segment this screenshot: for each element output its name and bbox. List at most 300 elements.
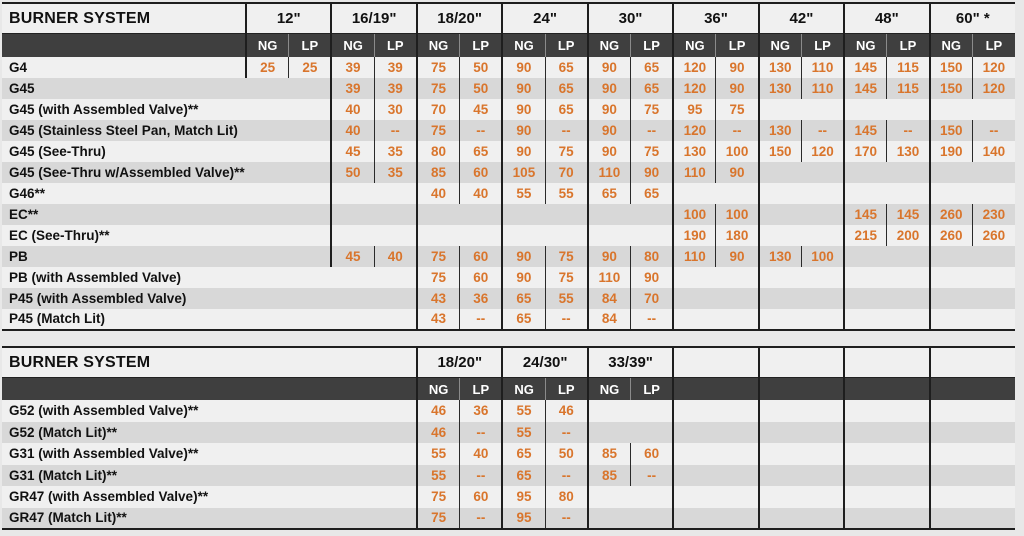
- value-ng: 70: [417, 99, 460, 120]
- value-lp: 75: [716, 99, 759, 120]
- value-ng: 90: [588, 57, 631, 78]
- value-ng: [502, 225, 545, 246]
- value-lp: [801, 288, 844, 309]
- value-lp: [887, 99, 930, 120]
- value-lp: --: [545, 508, 588, 530]
- value-lp: 40: [374, 246, 417, 267]
- value-ng: 75: [417, 57, 460, 78]
- value-lp: [631, 204, 674, 225]
- value-lp: [374, 267, 417, 288]
- value-ng: 145: [844, 120, 887, 141]
- value-ng: [417, 225, 460, 246]
- size-column-header: 30": [588, 3, 673, 34]
- value-ng: 150: [759, 141, 802, 162]
- value-lp: [631, 508, 674, 530]
- table-body: [2, 400, 1015, 529]
- value-lp: 100: [716, 141, 759, 162]
- value-lp: [289, 78, 332, 99]
- value-lp: [716, 465, 759, 487]
- value-lp: 75: [631, 141, 674, 162]
- value-ng: 40: [331, 120, 374, 141]
- value-ng: [930, 486, 973, 508]
- value-ng: 80: [417, 141, 460, 162]
- size-column-header: 12": [246, 3, 331, 34]
- value-lp: 50: [545, 443, 588, 465]
- value-ng: [930, 246, 973, 267]
- value-lp: 110: [801, 78, 844, 99]
- value-ng: 130: [759, 78, 802, 99]
- value-ng: 55: [417, 443, 460, 465]
- value-ng: 150: [930, 78, 973, 99]
- burner-system-label: G31 (with Assembled Valve)**: [2, 443, 417, 465]
- value-lp: [801, 204, 844, 225]
- size-column-header: 48": [844, 3, 929, 34]
- value-ng: 39: [331, 57, 374, 78]
- value-ng: 130: [759, 57, 802, 78]
- gas-type-header-ng: NG: [930, 34, 973, 58]
- value-ng: [759, 288, 802, 309]
- size-column-header: 18/20": [417, 347, 502, 378]
- value-lp: --: [716, 120, 759, 141]
- value-ng: 95: [502, 508, 545, 530]
- gas-type-header-ng: NG: [246, 34, 289, 58]
- value-lp: --: [460, 422, 503, 444]
- value-ng: [844, 246, 887, 267]
- value-ng: 90: [502, 57, 545, 78]
- value-lp: --: [631, 309, 674, 330]
- value-ng: 75: [417, 267, 460, 288]
- value-lp: --: [545, 120, 588, 141]
- size-column-header: [673, 347, 758, 378]
- value-lp: 180: [716, 225, 759, 246]
- value-lp: [289, 246, 332, 267]
- burner-system-label: P45 (Match Lit): [2, 309, 246, 330]
- value-lp: [374, 183, 417, 204]
- value-ng: 215: [844, 225, 887, 246]
- size-column-header: [844, 347, 929, 378]
- value-ng: 90: [502, 141, 545, 162]
- value-ng: [759, 400, 802, 422]
- value-lp: 60: [460, 162, 503, 183]
- gas-type-header-lp: [801, 378, 844, 401]
- value-ng: [930, 288, 973, 309]
- value-lp: [972, 443, 1015, 465]
- value-ng: [673, 183, 716, 204]
- value-lp: 75: [545, 141, 588, 162]
- gas-type-header-ng: NG: [331, 34, 374, 58]
- gas-type-header-ng: NG: [417, 378, 460, 401]
- value-lp: 65: [545, 99, 588, 120]
- size-column-header: 16/19": [331, 3, 416, 34]
- gas-type-header-ng: NG: [759, 34, 802, 58]
- table-title: BURNER SYSTEM: [2, 347, 417, 378]
- value-lp: [289, 162, 332, 183]
- value-ng: 75: [417, 120, 460, 141]
- value-ng: 130: [673, 141, 716, 162]
- burner-system-label: EC**: [2, 204, 246, 225]
- value-ng: 90: [588, 141, 631, 162]
- value-ng: [246, 309, 289, 330]
- gas-type-header-ng: [759, 378, 802, 401]
- value-ng: [673, 288, 716, 309]
- gas-type-header-lp: LP: [801, 34, 844, 58]
- value-ng: 84: [588, 288, 631, 309]
- value-lp: 70: [631, 288, 674, 309]
- value-lp: [545, 225, 588, 246]
- value-ng: 50: [331, 162, 374, 183]
- burner-system-label: GR47 (with Assembled Valve)**: [2, 486, 417, 508]
- value-ng: 85: [588, 465, 631, 487]
- value-lp: 65: [631, 57, 674, 78]
- value-ng: 55: [502, 183, 545, 204]
- value-lp: [887, 465, 930, 487]
- value-lp: 55: [545, 183, 588, 204]
- value-lp: [289, 141, 332, 162]
- value-lp: [972, 267, 1015, 288]
- primary-burner-table: [2, 2, 1024, 331]
- value-ng: [844, 486, 887, 508]
- value-lp: 50: [460, 57, 503, 78]
- value-lp: [801, 183, 844, 204]
- value-lp: 90: [716, 162, 759, 183]
- title-row: [2, 347, 1015, 378]
- gas-type-header-lp: LP: [631, 34, 674, 58]
- size-column-header: [930, 347, 1016, 378]
- value-ng: 65: [502, 465, 545, 487]
- value-lp: [887, 443, 930, 465]
- size-column-header: 42": [759, 3, 844, 34]
- value-lp: [972, 288, 1015, 309]
- value-lp: 110: [801, 57, 844, 78]
- value-lp: [972, 508, 1015, 530]
- value-lp: 65: [631, 78, 674, 99]
- table-row: [2, 78, 1015, 99]
- value-lp: [887, 309, 930, 330]
- value-ng: [930, 443, 973, 465]
- value-lp: 80: [545, 486, 588, 508]
- value-ng: [246, 267, 289, 288]
- value-ng: [673, 309, 716, 330]
- value-ng: [930, 465, 973, 487]
- value-ng: [844, 508, 887, 530]
- burner-system-label: G45 (with Assembled Valve)**: [2, 99, 246, 120]
- value-ng: [844, 162, 887, 183]
- value-ng: 43: [417, 309, 460, 330]
- value-lp: 46: [545, 400, 588, 422]
- gas-type-header-lp: LP: [887, 34, 930, 58]
- value-lp: [887, 400, 930, 422]
- value-ng: [759, 99, 802, 120]
- value-lp: 39: [374, 57, 417, 78]
- value-ng: [673, 465, 716, 487]
- value-ng: 40: [331, 99, 374, 120]
- value-ng: [759, 183, 802, 204]
- value-lp: [374, 204, 417, 225]
- value-lp: [631, 422, 674, 444]
- value-ng: 39: [331, 78, 374, 99]
- value-ng: 90: [588, 78, 631, 99]
- sub-header-spacer: [2, 378, 417, 401]
- value-ng: [331, 225, 374, 246]
- value-ng: [673, 267, 716, 288]
- gas-type-header-lp: [716, 378, 759, 401]
- value-lp: [972, 400, 1015, 422]
- value-lp: --: [545, 309, 588, 330]
- value-lp: 36: [460, 288, 503, 309]
- value-ng: 95: [673, 99, 716, 120]
- value-lp: [887, 422, 930, 444]
- value-lp: 75: [631, 99, 674, 120]
- value-ng: 150: [930, 57, 973, 78]
- value-ng: [844, 400, 887, 422]
- table-row: [2, 141, 1015, 162]
- value-lp: [460, 225, 503, 246]
- value-ng: [246, 183, 289, 204]
- burner-system-label: G52 (with Assembled Valve)**: [2, 400, 417, 422]
- value-ng: 55: [417, 465, 460, 487]
- value-ng: [502, 204, 545, 225]
- value-lp: 39: [374, 78, 417, 99]
- table-body: [2, 57, 1015, 330]
- gas-type-header-ng: NG: [417, 34, 460, 58]
- value-lp: --: [631, 120, 674, 141]
- table-row: [2, 288, 1015, 309]
- value-lp: 90: [716, 57, 759, 78]
- sub-header-row: [2, 34, 1015, 58]
- value-lp: 60: [631, 443, 674, 465]
- value-ng: 105: [502, 162, 545, 183]
- value-lp: 25: [289, 57, 332, 78]
- value-lp: --: [887, 120, 930, 141]
- value-lp: [801, 99, 844, 120]
- value-ng: 170: [844, 141, 887, 162]
- table-row: [2, 183, 1015, 204]
- value-lp: [631, 225, 674, 246]
- value-lp: [801, 486, 844, 508]
- gas-type-header-lp: LP: [631, 378, 674, 401]
- value-ng: 110: [673, 162, 716, 183]
- table-title: BURNER SYSTEM: [2, 3, 246, 34]
- gas-type-header-lp: LP: [545, 378, 588, 401]
- burner-system-label: G52 (Match Lit)**: [2, 422, 417, 444]
- table-row: [2, 443, 1015, 465]
- value-ng: [844, 465, 887, 487]
- value-lp: [972, 99, 1015, 120]
- value-ng: [844, 309, 887, 330]
- sub-header-row: [2, 378, 1015, 401]
- value-lp: 30: [374, 99, 417, 120]
- value-ng: 90: [588, 246, 631, 267]
- value-lp: 260: [972, 225, 1015, 246]
- gas-type-header-ng: [930, 378, 973, 401]
- value-ng: 120: [673, 78, 716, 99]
- value-lp: [887, 288, 930, 309]
- value-lp: [801, 508, 844, 530]
- value-ng: [588, 225, 631, 246]
- value-ng: 260: [930, 204, 973, 225]
- value-ng: [844, 99, 887, 120]
- gas-type-header-lp: LP: [545, 34, 588, 58]
- value-ng: 260: [930, 225, 973, 246]
- value-ng: 45: [331, 246, 374, 267]
- value-ng: [759, 443, 802, 465]
- value-ng: 90: [502, 246, 545, 267]
- value-lp: [289, 120, 332, 141]
- value-lp: 120: [801, 141, 844, 162]
- value-ng: [246, 78, 289, 99]
- value-lp: [887, 162, 930, 183]
- value-lp: [289, 225, 332, 246]
- value-ng: [844, 443, 887, 465]
- gas-type-header-ng: NG: [588, 378, 631, 401]
- size-column-header: 36": [673, 3, 758, 34]
- value-ng: [844, 267, 887, 288]
- value-ng: 145: [844, 78, 887, 99]
- value-ng: [844, 422, 887, 444]
- value-ng: 95: [502, 486, 545, 508]
- value-lp: --: [545, 465, 588, 487]
- sub-header-spacer: [2, 34, 246, 58]
- value-ng: 75: [417, 246, 460, 267]
- gas-type-header-ng: NG: [588, 34, 631, 58]
- value-ng: 84: [588, 309, 631, 330]
- table-row: [2, 204, 1015, 225]
- value-ng: 150: [930, 120, 973, 141]
- value-ng: [930, 162, 973, 183]
- value-ng: [930, 99, 973, 120]
- value-lp: [801, 443, 844, 465]
- value-lp: [374, 309, 417, 330]
- value-lp: 36: [460, 400, 503, 422]
- value-lp: [801, 267, 844, 288]
- value-lp: [972, 422, 1015, 444]
- value-ng: 40: [417, 183, 460, 204]
- value-lp: [887, 508, 930, 530]
- value-lp: 115: [887, 78, 930, 99]
- table-row: [2, 225, 1015, 246]
- table-row: [2, 57, 1015, 78]
- value-lp: [801, 422, 844, 444]
- value-lp: [716, 288, 759, 309]
- value-lp: [887, 246, 930, 267]
- value-lp: 55: [545, 288, 588, 309]
- value-lp: 60: [460, 267, 503, 288]
- value-ng: 90: [502, 78, 545, 99]
- value-ng: 55: [502, 422, 545, 444]
- value-ng: [588, 204, 631, 225]
- value-ng: 90: [502, 99, 545, 120]
- value-ng: 45: [331, 141, 374, 162]
- gas-type-header-lp: LP: [460, 378, 503, 401]
- value-lp: --: [972, 120, 1015, 141]
- title-row: [2, 3, 1015, 34]
- value-ng: [331, 288, 374, 309]
- burner-system-label: GR47 (Match Lit)**: [2, 508, 417, 530]
- value-lp: --: [374, 120, 417, 141]
- gas-type-header-ng: [673, 378, 716, 401]
- table-row: [2, 309, 1015, 330]
- size-column-header: 33/39": [588, 347, 673, 378]
- gas-type-header-lp: LP: [289, 34, 332, 58]
- size-column-header: 24/30": [502, 347, 587, 378]
- value-ng: [759, 422, 802, 444]
- value-lp: 60: [460, 486, 503, 508]
- value-lp: 90: [631, 267, 674, 288]
- value-lp: 230: [972, 204, 1015, 225]
- value-lp: --: [460, 120, 503, 141]
- value-lp: 200: [887, 225, 930, 246]
- table-row: [2, 267, 1015, 288]
- gas-type-header-lp: LP: [374, 34, 417, 58]
- burner-system-label: G46**: [2, 183, 246, 204]
- value-lp: 120: [972, 57, 1015, 78]
- gas-type-header-ng: NG: [502, 34, 545, 58]
- burner-system-label: G4: [2, 57, 246, 78]
- value-lp: 100: [801, 246, 844, 267]
- value-ng: 90: [588, 120, 631, 141]
- value-lp: [801, 309, 844, 330]
- value-ng: 110: [588, 267, 631, 288]
- value-ng: 55: [502, 400, 545, 422]
- value-lp: 140: [972, 141, 1015, 162]
- table-row: [2, 465, 1015, 487]
- value-ng: 100: [673, 204, 716, 225]
- value-ng: [759, 309, 802, 330]
- value-lp: [460, 204, 503, 225]
- value-lp: [631, 400, 674, 422]
- value-lp: [374, 288, 417, 309]
- value-ng: [588, 508, 631, 530]
- value-lp: [801, 225, 844, 246]
- value-ng: [759, 225, 802, 246]
- value-ng: 75: [417, 486, 460, 508]
- value-lp: [289, 183, 332, 204]
- value-ng: [246, 288, 289, 309]
- value-ng: 120: [673, 120, 716, 141]
- value-lp: 65: [545, 57, 588, 78]
- gas-type-header-ng: [844, 378, 887, 401]
- value-ng: [673, 486, 716, 508]
- value-ng: 65: [502, 288, 545, 309]
- value-ng: [588, 422, 631, 444]
- size-column-header: 24": [502, 3, 587, 34]
- value-ng: [930, 183, 973, 204]
- value-lp: 45: [460, 99, 503, 120]
- value-ng: 43: [417, 288, 460, 309]
- gas-type-header-lp: [972, 378, 1015, 401]
- value-lp: 115: [887, 57, 930, 78]
- burner-system-label: G45 (See-Thru): [2, 141, 246, 162]
- value-ng: 85: [417, 162, 460, 183]
- value-ng: [930, 508, 973, 530]
- value-lp: [887, 183, 930, 204]
- size-column-header: 18/20": [417, 3, 502, 34]
- value-lp: [972, 309, 1015, 330]
- value-lp: 65: [460, 141, 503, 162]
- value-lp: [716, 443, 759, 465]
- value-ng: 65: [502, 309, 545, 330]
- value-ng: [246, 141, 289, 162]
- value-ng: [246, 204, 289, 225]
- value-ng: [930, 309, 973, 330]
- value-ng: [331, 183, 374, 204]
- value-ng: 46: [417, 400, 460, 422]
- value-lp: 145: [887, 204, 930, 225]
- value-lp: [374, 225, 417, 246]
- burner-system-label: PB (with Assembled Valve): [2, 267, 246, 288]
- value-lp: 90: [631, 162, 674, 183]
- value-ng: [844, 183, 887, 204]
